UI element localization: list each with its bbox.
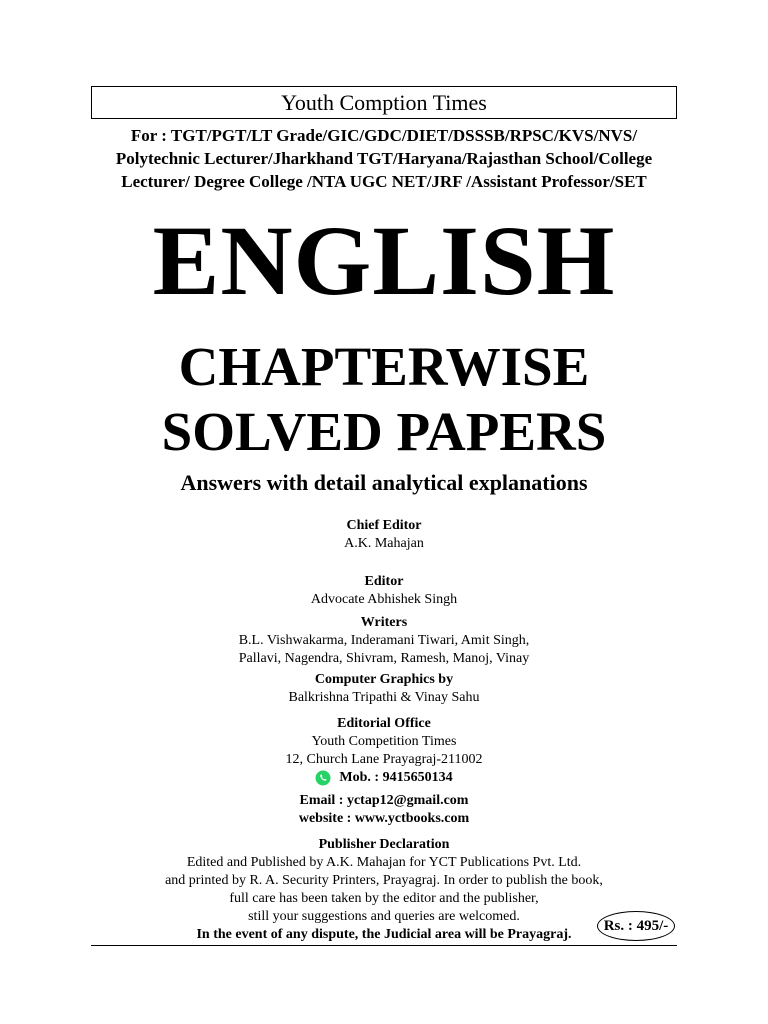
header-title-box	[91, 86, 677, 119]
book-title-main: ENGLISH	[152, 205, 616, 316]
writers-line-2: Pallavi, Nagendra, Shivram, Ramesh, Manoj, Vinay	[238, 651, 530, 666]
exam-list-line-2: Polytechnic Lecturer/Jharkhand TGT/Haryana/Rajasthan School/College	[115, 149, 653, 168]
graphics-block	[0, 671, 768, 707]
book-title-line-1: CHAPTERWISE	[178, 336, 590, 397]
graphics-heading: Computer Graphics by	[314, 672, 454, 687]
book-tagline: Answers with detail analytical explanations	[180, 470, 588, 495]
publisher-line-2: and printed by R. A. Security Printers, Prayagraj. In order to publish the book,	[165, 873, 603, 888]
price-badge	[597, 911, 675, 941]
office-website: website : www.yctbooks.com	[298, 811, 470, 826]
office-name: Youth Competition Times	[311, 734, 457, 749]
bottom-divider	[91, 945, 677, 946]
editor-block	[0, 573, 768, 609]
writers-heading: Writers	[360, 615, 408, 630]
editor-name: Advocate Abhishek Singh	[310, 592, 458, 607]
book-title-line-2: SOLVED PAPERS	[161, 401, 607, 462]
office-email: Email : yctap12@gmail.com	[299, 793, 469, 808]
exam-list-line-3: Lecturer/ Degree College /NTA UGC NET/JRF /Assistant Professor/SET	[121, 172, 647, 191]
whatsapp-icon	[315, 770, 331, 786]
editorial-office-block	[0, 715, 768, 828]
graphics-names: Balkrishna Tripathi & Vinay Sahu	[288, 690, 480, 705]
writers-line-1: B.L. Vishwakarma, Inderamani Tiwari, Amit Singh,	[238, 633, 530, 648]
chief-editor-name: A.K. Mahajan	[344, 536, 424, 551]
publisher-declaration-block	[120, 836, 648, 944]
exam-list	[40, 124, 728, 193]
office-heading: Editorial Office	[337, 716, 431, 731]
writers-block	[0, 614, 768, 668]
chief-editor-block	[0, 517, 768, 553]
publisher-title: Youth Comption Times	[281, 89, 487, 115]
price-label: Rs. : 495/-	[603, 917, 669, 934]
exam-list-line-1: For : TGT/PGT/LT Grade/GIC/GDC/DIET/DSSSB/RPSC/KVS/NVS/	[130, 126, 638, 145]
publisher-heading: Publisher Declaration	[318, 837, 450, 852]
publisher-line-4: still your suggestions and queries are welcomed.	[248, 909, 520, 924]
mobile-number: Mob. : 9415650134	[339, 770, 453, 785]
publisher-line-3: full care has been taken by the editor and the publisher,	[229, 891, 539, 906]
dispute-notice: In the event of any dispute, the Judicial area will be Prayagraj.	[196, 927, 572, 942]
office-address: 12, Church Lane Prayagraj-211002	[285, 752, 483, 767]
mobile-line	[315, 769, 452, 787]
publisher-line-1: Edited and Published by A.K. Mahajan for YCT Publications Pvt. Ltd.	[186, 855, 582, 870]
chief-editor-heading: Chief Editor	[346, 518, 422, 533]
editor-heading: Editor	[364, 574, 404, 589]
